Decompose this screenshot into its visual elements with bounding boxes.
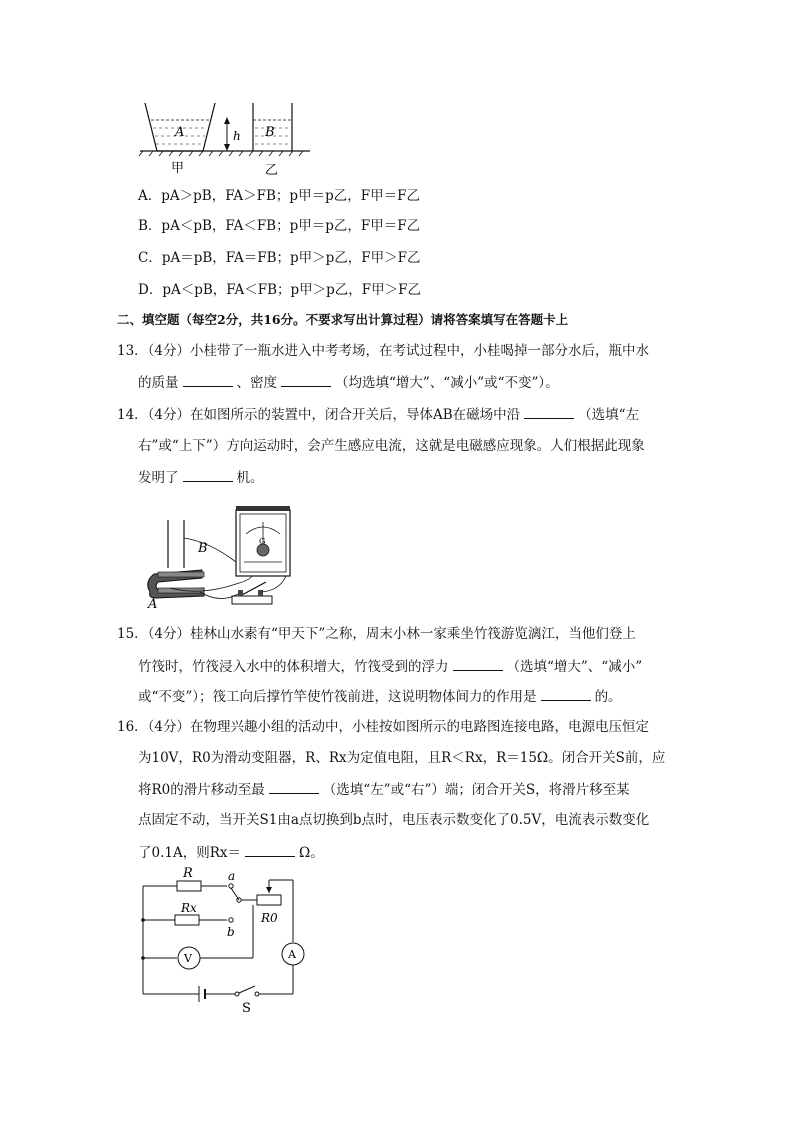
- label-s: S: [242, 1001, 251, 1014]
- q13-line2: 的质量 、密度 （均选填“增大”、“减小”或“不变”）。: [138, 372, 559, 393]
- q16-blank-rx[interactable]: [245, 842, 295, 857]
- label-voltmeter: V: [184, 952, 192, 965]
- containers-figure: [135, 98, 315, 180]
- label-r: R: [183, 866, 193, 881]
- q13-line1: 13．（4分）小桂带了一瓶水进入中考考场，在考试过程中，小桂喝掉一部分水后，瓶中水: [117, 343, 650, 359]
- label-a-contact: a: [228, 869, 236, 883]
- q16-line5: 了0.1A，则Rx＝ Ω。: [138, 842, 324, 863]
- q16-line3: 将R0的滑片移动至最 （选填“左”或“右”）端；闭合开关S，将滑片移至某: [138, 779, 630, 800]
- caption-yi: 乙: [265, 163, 279, 178]
- q16-line1: 16．（4分）在物理兴趣小组的活动中，小桂按如图所示的电路图连接电路，电源电压恒定: [117, 719, 650, 735]
- q14-line3: 发明了 机。: [138, 467, 264, 488]
- q13-blank-mass[interactable]: [183, 372, 233, 387]
- q14-blank-machine[interactable]: [183, 467, 233, 482]
- q15-blank-buoyancy[interactable]: [453, 656, 503, 671]
- circuit-figure: [135, 862, 315, 1014]
- option-a: A．pA＞pB，FA＞FB；p甲＝p乙，F甲＝F乙: [138, 188, 420, 204]
- section-heading: 二、填空题（每空2分，共16分。不要求写出计算过程）请将答案填写在答题卡上: [117, 312, 569, 327]
- label-a: A: [175, 125, 185, 140]
- q14-line2: 右”或“上下”）方向运动时，会产生感应电流，这就是电磁感应现象。人们根据此现象: [138, 438, 645, 454]
- q15-line1: 15．（4分）桂林山水素有“甲天下”之称，周末小林一家乘坐竹筏游览漓江，当他们登上: [117, 626, 636, 642]
- q15-line3: 或“不变”）；筏工向后撑竹竿使竹筏前进，这说明物体间力的作用是 的。: [138, 686, 622, 707]
- q16-blank-end[interactable]: [269, 779, 319, 794]
- label-h: h: [233, 129, 241, 143]
- q16-line2: 为10V，R0为滑动变阻器，R、Rx为定值电阻，且R＜Rx，R＝15Ω。闭合开关S前，应: [138, 750, 666, 766]
- meter-label: G: [259, 537, 266, 546]
- q15-blank-force[interactable]: [541, 686, 591, 701]
- label-a-conductor: A: [148, 597, 158, 612]
- q14-blank-direction[interactable]: [524, 404, 574, 419]
- label-b-conductor: B: [198, 541, 208, 556]
- option-c: C．pA＝pB，FA＝FB；p甲＞p乙，F甲＞F乙: [138, 250, 421, 266]
- caption-jia: 甲: [171, 161, 185, 176]
- label-ammeter: A: [288, 948, 296, 961]
- q16-line4: 点固定不动，当开关S1由a点切换到b点时，电压表示数变化了0.5V，电流表示数变化: [138, 812, 650, 828]
- label-b: B: [265, 125, 275, 140]
- q14-line1: 14．（4分）在如图所示的装置中，闭合开关后，导体AB在磁场中沿 （选填“左: [117, 404, 639, 425]
- q13-blank-density[interactable]: [281, 372, 331, 387]
- q15-line2: 竹筏时，竹筏浸入水中的体积增大，竹筏受到的浮力 （选填“增大”、“减小”: [138, 656, 642, 677]
- induction-figure: [140, 500, 300, 612]
- option-d: D．pA＜pB，FA＜FB；p甲＞p乙，F甲＞F乙: [138, 282, 422, 298]
- option-b: B．pA＜pB，FA＜FB；p甲＝p乙，F甲＝F乙: [138, 218, 421, 234]
- label-r0: R0: [261, 911, 278, 925]
- label-b-contact: b: [227, 925, 235, 939]
- label-rx: Rx: [181, 901, 197, 915]
